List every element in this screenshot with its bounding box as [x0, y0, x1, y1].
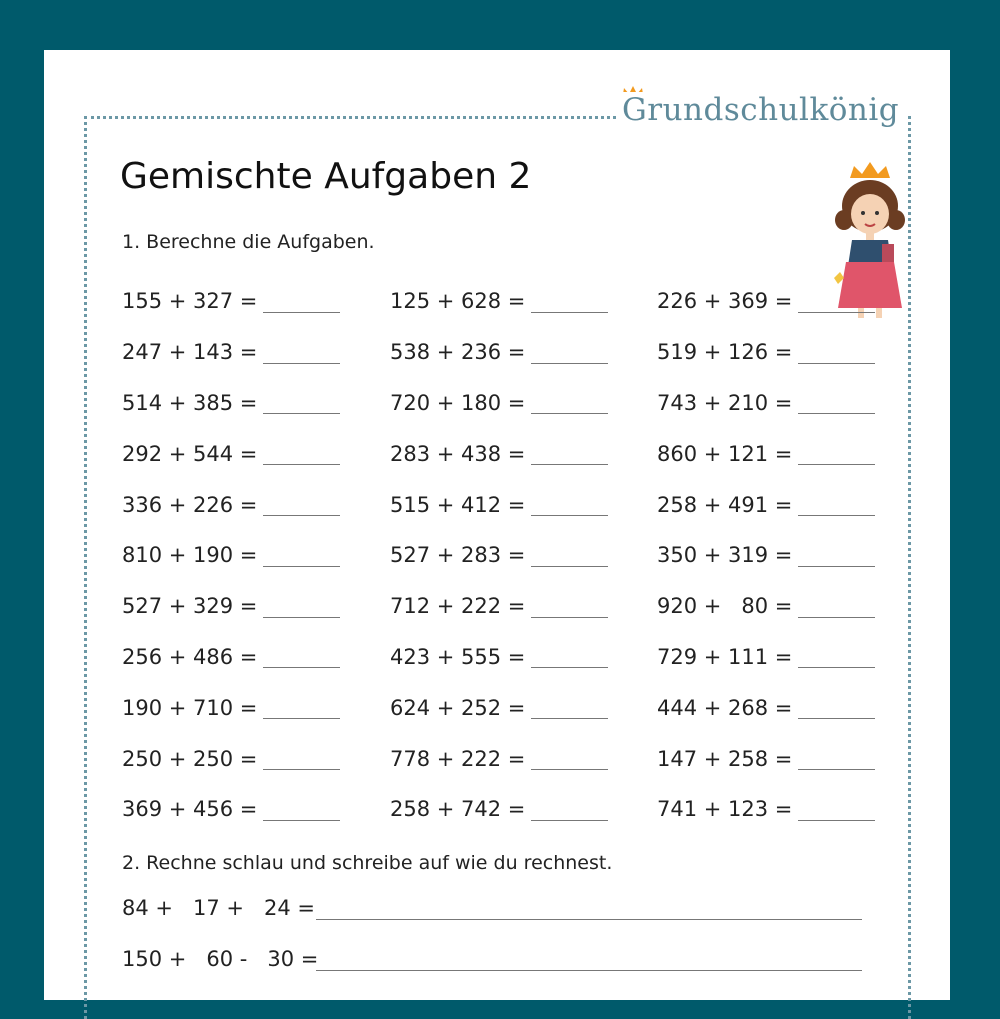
task1-row: [390, 327, 630, 378]
worksheet: [44, 50, 950, 1000]
answer-blank[interactable]: [263, 391, 340, 414]
answer-blank[interactable]: [798, 747, 875, 770]
task1-column-1: [122, 276, 362, 835]
task1-row: [122, 682, 362, 733]
task1-expression: 720 + 180 =: [390, 390, 526, 415]
task1-expression: 336 + 226 =: [122, 492, 258, 517]
task1-row: [657, 428, 897, 479]
answer-blank[interactable]: [798, 645, 875, 668]
task1-expression: 810 + 190 =: [122, 543, 258, 568]
task1-column-2: [390, 276, 630, 835]
task1-expression: 515 + 412 =: [390, 492, 526, 517]
answer-blank[interactable]: [531, 595, 608, 618]
task1-expression: 250 + 250 =: [122, 746, 258, 771]
task1-row: [657, 682, 897, 733]
task1-row: [122, 530, 362, 581]
answer-blank[interactable]: [263, 544, 340, 567]
task2-row: [122, 896, 862, 920]
answer-blank[interactable]: [531, 645, 608, 668]
task1-row: [390, 632, 630, 683]
answer-blank[interactable]: [263, 341, 340, 364]
answer-blank[interactable]: [531, 747, 608, 770]
task1-expression: 125 + 628 =: [390, 289, 526, 314]
task1-row: [390, 581, 630, 632]
task1-row: [122, 428, 362, 479]
task1-column-3: [657, 276, 897, 835]
task1-expression: 369 + 456 =: [122, 797, 258, 822]
task1-expression: 258 + 491 =: [657, 492, 793, 517]
answer-blank[interactable]: [531, 544, 608, 567]
task1-expression: 190 + 710 =: [122, 695, 258, 720]
task1-row: [657, 581, 897, 632]
answer-blank[interactable]: [263, 442, 340, 465]
answer-blank[interactable]: [263, 493, 340, 516]
answer-blank[interactable]: [531, 442, 608, 465]
task1-expression: 538 + 236 =: [390, 340, 526, 365]
answer-blank[interactable]: [263, 595, 340, 618]
task1-expression: 778 + 222 =: [390, 746, 526, 771]
task2-instruction: 2. Rechne schlau und schreibe auf wie du rechnest.: [122, 852, 613, 874]
task1-expression: 226 + 369 =: [657, 289, 793, 314]
task1-row: [390, 428, 630, 479]
task2-expression: 84 + 17 + 24 =: [122, 896, 316, 920]
answer-blank[interactable]: [798, 798, 875, 821]
answer-blank[interactable]: [531, 391, 608, 414]
task1-expression: 527 + 329 =: [122, 594, 258, 619]
task1-row: [122, 784, 362, 835]
task1-expression: 729 + 111 =: [657, 644, 793, 669]
task1-row: [657, 378, 897, 429]
task1-expression: 624 + 252 =: [390, 695, 526, 720]
task1-row: [390, 378, 630, 429]
answer-blank[interactable]: [798, 544, 875, 567]
task1-expression: 920 + 80 =: [657, 594, 793, 619]
answer-blank[interactable]: [531, 341, 608, 364]
answer-blank[interactable]: [798, 391, 875, 414]
brand-logo: Grundschulkönig: [616, 92, 905, 128]
task1-expression: 283 + 438 =: [390, 441, 526, 466]
answer-blank[interactable]: [263, 798, 340, 821]
task1-expression: 292 + 544 =: [122, 441, 258, 466]
task1-row: [390, 276, 630, 327]
task1-row: [657, 784, 897, 835]
answer-line[interactable]: [316, 948, 862, 971]
answer-blank[interactable]: [798, 493, 875, 516]
task1-expression: 444 + 268 =: [657, 695, 793, 720]
answer-blank[interactable]: [798, 595, 875, 618]
task1-expression: 155 + 327 =: [122, 289, 258, 314]
task1-expression: 527 + 283 =: [390, 543, 526, 568]
task1-row: [657, 632, 897, 683]
task1-row: [390, 784, 630, 835]
task1-expression: 741 + 123 =: [657, 797, 793, 822]
answer-blank[interactable]: [798, 341, 875, 364]
answer-blank[interactable]: [531, 493, 608, 516]
task1-row: [657, 327, 897, 378]
task1-row: [390, 530, 630, 581]
task1-row: [657, 530, 897, 581]
answer-blank[interactable]: [263, 696, 340, 719]
task1-expression: 519 + 126 =: [657, 340, 793, 365]
task1-expression: 256 + 486 =: [122, 644, 258, 669]
task1-row: [122, 479, 362, 530]
task1-row: [657, 479, 897, 530]
task1-row: [390, 733, 630, 784]
task2-row: [122, 947, 862, 971]
task1-row: [122, 581, 362, 632]
task1-row: [657, 733, 897, 784]
answer-blank[interactable]: [531, 696, 608, 719]
task1-expression: 743 + 210 =: [657, 390, 793, 415]
task1-expression: 247 + 143 =: [122, 340, 258, 365]
task1-expression: 514 + 385 =: [122, 390, 258, 415]
task1-expression: 258 + 742 =: [390, 797, 526, 822]
answer-blank[interactable]: [798, 290, 875, 313]
page-title: Gemischte Aufgaben 2: [120, 156, 532, 197]
answer-blank[interactable]: [263, 290, 340, 313]
task1-expression: 712 + 222 =: [390, 594, 526, 619]
answer-blank[interactable]: [531, 290, 608, 313]
task1-row: [122, 733, 362, 784]
task1-row: [122, 632, 362, 683]
answer-blank[interactable]: [263, 747, 340, 770]
task1-row: [122, 378, 362, 429]
task1-expression: 350 + 319 =: [657, 543, 793, 568]
task1-expression: 147 + 258 =: [657, 746, 793, 771]
task1-expression: 860 + 121 =: [657, 441, 793, 466]
task1-expression: 423 + 555 =: [390, 644, 526, 669]
answer-blank[interactable]: [531, 798, 608, 821]
task1-row: [122, 327, 362, 378]
task1-instruction: 1. Berechne die Aufgaben.: [122, 231, 375, 253]
task1-row: [390, 682, 630, 733]
answer-blank[interactable]: [263, 645, 340, 668]
answer-blank[interactable]: [798, 442, 875, 465]
task1-row: [657, 276, 897, 327]
answer-blank[interactable]: [798, 696, 875, 719]
task2-expression: 150 + 60 - 30 =: [122, 947, 319, 971]
task1-row: [390, 479, 630, 530]
task1-row: [122, 276, 362, 327]
answer-line[interactable]: [316, 897, 862, 920]
